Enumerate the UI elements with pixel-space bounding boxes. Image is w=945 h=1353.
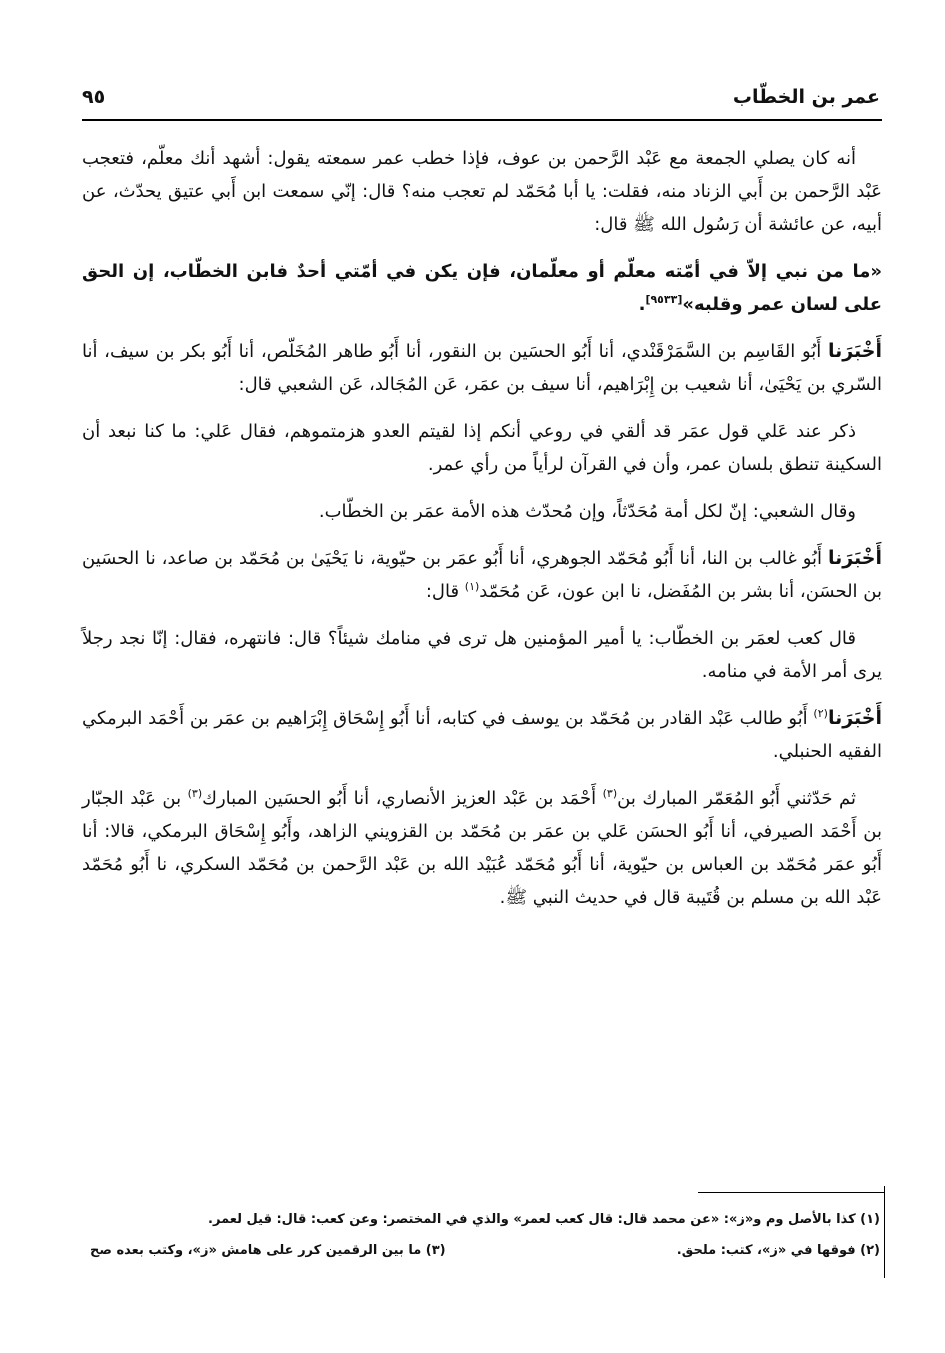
hadith-text: «ما من نبي إلاّ في أمّته معلّم أو معلّمان، فإن يكن في أمّتي أحدٌ فابن الخطّاب، إن الحق على لسان عمر وقلبه» <box>82 261 882 315</box>
footnote-3: (٣) ما بين الرقمين كرر على هامش «ز»، وكتب بعده صح <box>90 1243 446 1258</box>
paragraph-shabi: وقال الشعبي: إنّ لكل أمة مُحَدّثاً، وإن مُحدّث هذه الأمة عمَر بن الخطّاب. <box>318 501 856 522</box>
footnote-ref-3a: (٣) <box>602 787 618 800</box>
isnad-text: أَبُو القَاسِم بن السَّمَرْقَنْدي، أنا أَبُو الحسَين بن النقور، أنا أَبُو طاهر المُخَلّص، أنا أَبُو بكر بن سيف، أنا السّري بن يَحْيَىٰ، أنا شعيب بن إِبْرَاهيم، أنا سيف بن عمَر، عَن المُجَالد، عَن الشعبي قال: <box>82 341 882 395</box>
running-header <box>82 86 880 120</box>
footnote-row <box>90 1238 880 1264</box>
isnad-lead: أَخْبَرَنا <box>827 707 882 729</box>
footnote-ref-1: (١) <box>464 580 480 593</box>
isnad-1 <box>82 335 882 401</box>
page-number: ٩٥ <box>82 86 106 108</box>
running-title: عمر بن الخطّاب <box>732 86 880 108</box>
footnote-1: (١) كذا بالأصل وم و«ز»: «عن محمد قال: قال كعب لعمر» والذي في المختصر: وعن كعب: قال: قيل لعمر. <box>208 1212 880 1227</box>
isnad-lead: أَخْبَرَنا <box>827 547 882 569</box>
paragraph-ali: ذكر عند عَلي قول عمَر قد ألقي في روعي أنكم إذا لقيتم العدو هزمتموهم، فقال عَلي: ما كنا نبعد أن السكينة تنطق بلسان عمر، وأن في القرآن لرأياً من رأي عمر. <box>82 421 882 475</box>
isnad-end: قال: <box>425 581 465 602</box>
hadith-number: [٩٥٣٣] <box>645 293 683 306</box>
isnad-lead: أَخْبَرَنا <box>827 340 882 362</box>
footnote-2: (٢) فوقها في «ز»، كتب: ملحق. <box>676 1243 880 1258</box>
hadith-quote <box>82 255 882 321</box>
paragraph-1: أنه كان يصلي الجمعة مع عَبْد الرَّحمن بن عوف، فإذا خطب عمر سمعته يقول: أشهد أنك معلّم، فتعجب عَبْد الرَّحمن بن أَبي الزناد منه، فقلت: يا أبا مُحَمّد لم تعجب منه؟ قال: إنّي سمعت ابن أَبي عتيق يحدّث، عن أبيه، عن عائشة أن رَسُول الله ﷺ قال: <box>82 148 882 235</box>
footnote-margin-bar <box>884 1186 885 1278</box>
isnad-text-c: بن عَبْد الجبّار بن أَحْمَد الصيرفي، أنا أَبُو الحسَن عَلي بن عمَر بن مُحَمّد بن القزويني الزاهد، وأَبُو إِسْحَاق البرمكي، قالا: أنا أَبُو عمَر مُحَمّد بن العباس بن حيّوية، أنا أَبُو مُحَمّد عُبَيْد الله بن عَبْد الرَّحمن بن مُحَمّد السكري، نا أَبُو مُحَمّد عَبْد الله بن مسلم بن قُتَيبة قال في حديث النبي ﷺ. <box>82 788 882 908</box>
footnotes <box>90 1208 880 1264</box>
footnote-ref-3b: (٣) <box>187 787 203 800</box>
isnad-4 <box>82 782 882 914</box>
isnad-text: أَبُو غالب بن النا، أنا أَبُو مُحَمّد الجوهري، أنا أَبُو عمَر بن حيّوية، نا يَحْيَىٰ بن مُحَمّد بن صاعد، نا الحسَين بن الحسَن، أنا بشر بن المُفَضل، نا ابن عون، عَن مُحَمّد <box>82 548 882 602</box>
isnad-text-a: ثم حَدّثني أَبُو المُعَمّر المبارك بن <box>617 788 857 809</box>
isnad-2 <box>82 542 882 608</box>
footnote-ref-2: (٢) <box>813 707 828 720</box>
page-body <box>82 142 882 928</box>
footnote-rule <box>698 1192 884 1193</box>
hadith-end: . <box>638 294 646 315</box>
header-rule <box>82 119 882 121</box>
isnad-3 <box>82 702 882 768</box>
isnad-text: أَبُو طالب عَبْد القادر بن مُحَمّد بن يوسف في كتابه، أنا أَبُو إِسْحَاق إِبْرَاهيم بن عمَر بن أَحْمَد البرمكي الفقيه الحنبلي. <box>82 708 882 762</box>
isnad-text-b: أَحْمَد بن عَبْد العزيز الأنصاري، أنا أَبُو الحسَين المبارك <box>202 788 603 809</box>
paragraph-kaab: قال كعب لعمَر بن الخطّاب: يا أمير المؤمنين هل ترى في منامك شيئاً؟ قال: فانتهره، فقال: إنّا نجد رجلاً يرى أمر الأمة في منامه. <box>82 628 882 682</box>
